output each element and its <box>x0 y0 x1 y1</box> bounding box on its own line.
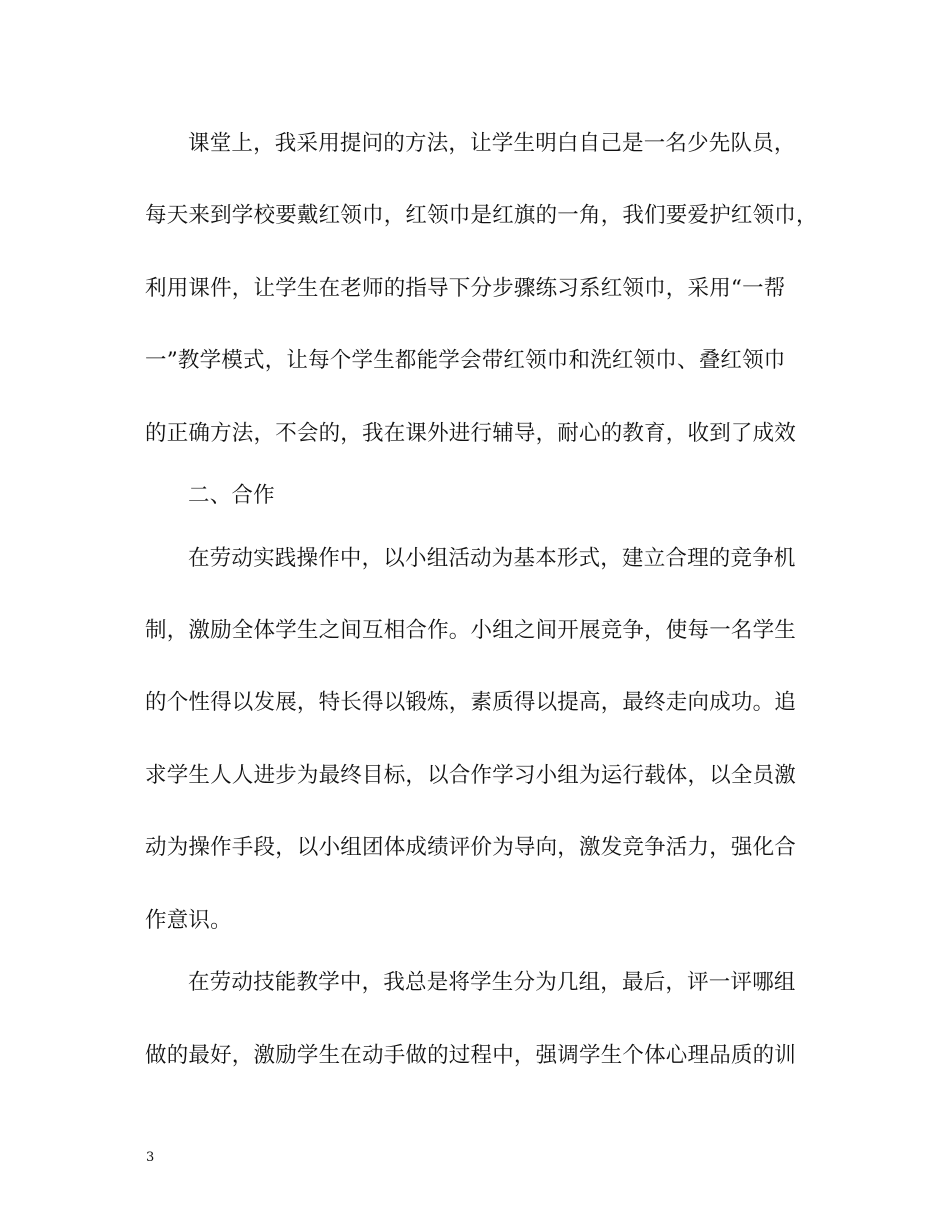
paragraph-3-line-1: 在劳动技能教学中，我总是将学生分为几组，最后，评一评哪组 <box>188 970 796 995</box>
paragraph-2-line-6: 作意识。 <box>145 908 232 933</box>
paragraph-3-line-2: 做的最好，激励学生在动手做的过程中，强调学生个体心理品质的训 <box>145 1043 797 1068</box>
paragraph-2-line-4: 求学生人人进步为最终目标，以合作学习小组为运行载体，以全员激 <box>145 763 797 788</box>
page-number: 3 <box>146 1150 155 1165</box>
paragraph-1-line-5: 的正确方法，不会的，我在课外进行辅导，耐心的教育，收到了成效 <box>145 421 797 446</box>
paragraph-1-line-1: 课堂上，我采用提问的方法，让学生明白自己是一名少先队员， <box>188 131 796 156</box>
paragraph-1-line-4: 一”教学模式，让每个学生都能学会带红领巾和洗红领巾、叠红领巾 <box>145 348 786 373</box>
paragraph-2-line-5: 动为操作手段，以小组团体成绩评价为导向，激发竞争活力，强化合 <box>145 835 797 860</box>
section-heading-cooperation: 二、合作 <box>188 483 275 508</box>
paragraph-2-line-2: 制，激励全体学生之间互相合作。小组之间开展竞争，使每一名学生 <box>145 618 797 643</box>
paragraph-1-line-3: 利用课件，让学生在老师的指导下分步骤练习系红领巾，采用“一帮 <box>145 276 786 301</box>
paragraph-1-line-2: 每天来到学校要戴红领巾，红领巾是红旗的一角，我们要爱护红领巾， <box>145 203 818 228</box>
paragraph-2-line-1: 在劳动实践操作中，以小组活动为基本形式，建立合理的竞争机 <box>188 546 796 571</box>
paragraph-2-line-3: 的个性得以发展，特长得以锻炼，素质得以提高，最终走向成功。追 <box>145 690 797 715</box>
